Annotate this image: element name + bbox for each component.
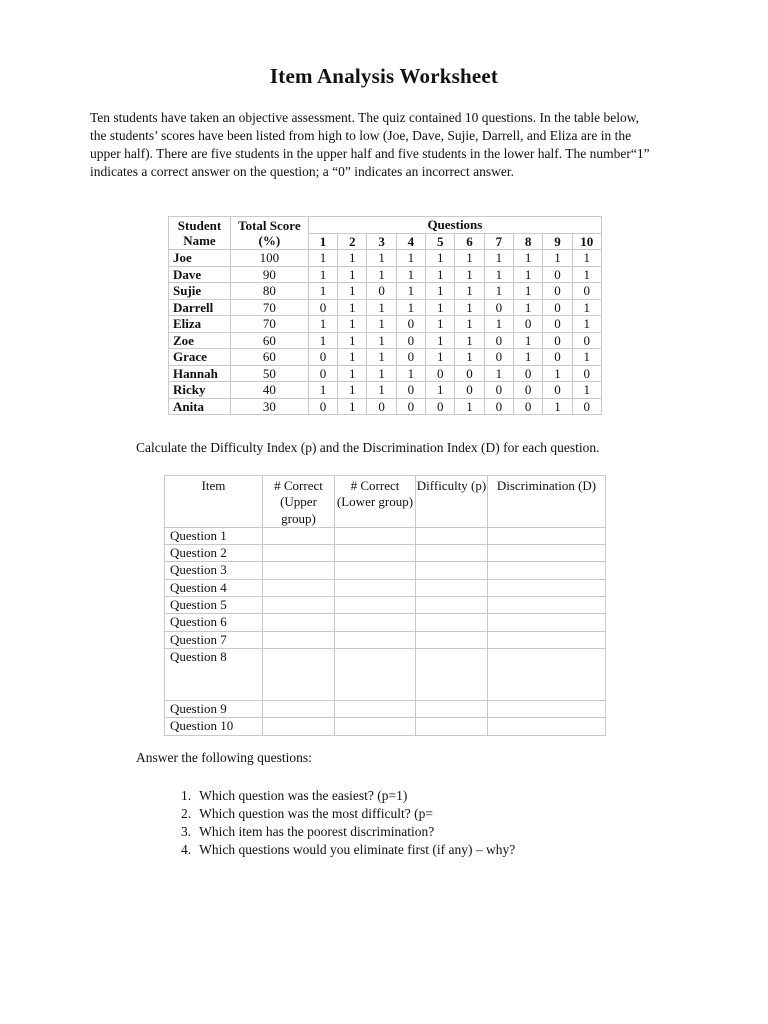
answer-cell: 1 — [396, 266, 425, 283]
answer-cell: 0 — [513, 365, 542, 382]
blank-answer-cell[interactable] — [263, 597, 335, 614]
answer-cell: 0 — [396, 316, 425, 333]
answer-cell: 1 — [308, 316, 337, 333]
student-name: Hannah — [169, 365, 231, 382]
question-text: Which question was the easiest? (p=1) — [199, 788, 408, 803]
answer-cell: 1 — [367, 266, 396, 283]
answer-cell: 1 — [455, 332, 484, 349]
question-number-header: 6 — [455, 233, 484, 250]
answer-cell: 0 — [484, 299, 513, 316]
answer-cell: 1 — [338, 349, 367, 366]
blank-answer-cell[interactable] — [335, 614, 416, 631]
answer-cell: 1 — [367, 316, 396, 333]
answer-cell: 0 — [543, 266, 572, 283]
answer-cell: 1 — [484, 266, 513, 283]
answer-cell: 0 — [455, 382, 484, 399]
question-text: Which item has the poorest discrimination? — [199, 824, 435, 839]
student-row — [169, 250, 602, 267]
answer-cell: 0 — [513, 382, 542, 399]
answer-cell: 0 — [396, 332, 425, 349]
question-number: 1. — [181, 788, 192, 803]
answer-cell: 1 — [513, 250, 542, 267]
total-score: 60 — [230, 349, 308, 366]
blank-answer-cell[interactable] — [335, 700, 416, 717]
blank-answer-cell[interactable] — [488, 648, 606, 700]
blank-answer-cell[interactable] — [263, 614, 335, 631]
blank-answer-cell[interactable] — [416, 648, 488, 700]
blank-answer-cell[interactable] — [488, 527, 606, 544]
answer-cell: 1 — [513, 283, 542, 300]
answer-cell: 1 — [455, 398, 484, 415]
calc-item-label: Question 2 — [165, 545, 263, 562]
answer-cell: 1 — [426, 266, 455, 283]
student-row — [169, 283, 602, 300]
total-score-header: Total Score (%) — [230, 217, 308, 250]
question-number-header: 2 — [338, 233, 367, 250]
answer-cell: 1 — [426, 349, 455, 366]
calc-row — [165, 614, 606, 631]
question-item — [181, 823, 515, 841]
student-row — [169, 398, 602, 415]
calc-row — [165, 527, 606, 544]
blank-answer-cell[interactable] — [488, 545, 606, 562]
calc-item-label: Question 6 — [165, 614, 263, 631]
calc-item-label: Question 3 — [165, 562, 263, 579]
answer-cell: 0 — [455, 365, 484, 382]
answer-cell: 0 — [572, 283, 601, 300]
answer-cell: 1 — [426, 283, 455, 300]
answer-cell: 1 — [426, 316, 455, 333]
answer-cell: 1 — [426, 332, 455, 349]
answer-cell: 0 — [308, 398, 337, 415]
question-list — [181, 787, 515, 859]
question-item — [181, 841, 515, 859]
blank-answer-cell[interactable] — [416, 562, 488, 579]
blank-answer-cell[interactable] — [416, 631, 488, 648]
calc-row — [165, 545, 606, 562]
answer-cell: 1 — [543, 250, 572, 267]
student-row — [169, 332, 602, 349]
blank-answer-cell[interactable] — [263, 579, 335, 596]
question-number-header: 3 — [367, 233, 396, 250]
answer-cell: 0 — [543, 283, 572, 300]
answer-cell: 1 — [367, 382, 396, 399]
answer-cell: 0 — [543, 316, 572, 333]
question-number-header: 10 — [572, 233, 601, 250]
answer-cell: 1 — [396, 299, 425, 316]
calc-item-label: Question 7 — [165, 631, 263, 648]
answer-cell: 1 — [484, 316, 513, 333]
answer-cell: 1 — [455, 316, 484, 333]
answer-cell: 1 — [426, 382, 455, 399]
intro-paragraph: Ten students have taken an objective assessment. The quiz contained 10 questions. In the table below, the students’ scores have been listed from high to low (Joe, Dave, Sujie, Darrell, and Eliza are in the upper half). There are five students in the upper half and five students in the lower half. The number“1” indicates a correct answer on the question; a “0” indicates an incorrect answer. — [90, 110, 650, 179]
calc-item-label: Question 10 — [165, 718, 263, 735]
total-score: 60 — [230, 332, 308, 349]
answer-cell: 1 — [308, 382, 337, 399]
blank-answer-cell[interactable] — [263, 562, 335, 579]
blank-answer-cell[interactable] — [416, 527, 488, 544]
answer-cell: 1 — [543, 398, 572, 415]
total-score: 50 — [230, 365, 308, 382]
answer-cell: 1 — [572, 382, 601, 399]
blank-answer-cell[interactable] — [263, 700, 335, 717]
answer-cell: 1 — [426, 250, 455, 267]
calc-row — [165, 648, 606, 700]
answer-cell: 1 — [513, 349, 542, 366]
answer-cell: 1 — [572, 266, 601, 283]
answer-cell: 1 — [543, 365, 572, 382]
blank-answer-cell[interactable] — [263, 631, 335, 648]
blank-answer-cell[interactable] — [488, 631, 606, 648]
calc-item-label: Question 5 — [165, 597, 263, 614]
answer-cell: 1 — [308, 250, 337, 267]
answer-cell: 1 — [513, 299, 542, 316]
answer-cell: 1 — [338, 316, 367, 333]
question-number-header: 8 — [513, 233, 542, 250]
question-text: Which question was the most difficult? (p= — [199, 806, 433, 821]
answer-cell: 1 — [338, 299, 367, 316]
answer-cell: 0 — [367, 283, 396, 300]
answer-cell: 0 — [572, 398, 601, 415]
answer-cell: 0 — [572, 332, 601, 349]
blank-answer-cell[interactable] — [416, 597, 488, 614]
calc-header-cell: # Correct (Lower group) — [335, 476, 416, 528]
question-number: 4. — [181, 842, 192, 857]
student-name: Ricky — [169, 382, 231, 399]
answer-cell: 1 — [455, 250, 484, 267]
blank-answer-cell[interactable] — [488, 597, 606, 614]
blank-answer-cell[interactable] — [263, 527, 335, 544]
answer-cell: 1 — [455, 299, 484, 316]
answer-cell: 1 — [455, 349, 484, 366]
blank-answer-cell[interactable] — [335, 527, 416, 544]
answer-cell: 1 — [367, 299, 396, 316]
calc-header-cell: Discrimination (D) — [488, 476, 606, 528]
answer-cell: 1 — [367, 349, 396, 366]
question-item — [181, 787, 515, 805]
answer-cell: 1 — [367, 332, 396, 349]
student-name: Dave — [169, 266, 231, 283]
answer-cell: 0 — [572, 365, 601, 382]
blank-answer-cell[interactable] — [335, 579, 416, 596]
total-score: 30 — [230, 398, 308, 415]
total-score: 80 — [230, 283, 308, 300]
answer-cell: 1 — [338, 266, 367, 283]
total-score: 70 — [230, 299, 308, 316]
blank-answer-cell[interactable] — [488, 562, 606, 579]
blank-answer-cell[interactable] — [416, 545, 488, 562]
total-score: 100 — [230, 250, 308, 267]
question-number-header: 7 — [484, 233, 513, 250]
answer-cell: 0 — [308, 349, 337, 366]
answer-cell: 1 — [484, 365, 513, 382]
calc-row — [165, 597, 606, 614]
answer-cell: 1 — [367, 250, 396, 267]
calc-header-cell: # Correct (Upper group) — [263, 476, 335, 528]
total-score: 40 — [230, 382, 308, 399]
answer-cell: 1 — [367, 365, 396, 382]
answer-cell: 1 — [396, 250, 425, 267]
calc-instruction: Calculate the Difficulty Index (p) and the Discrimination Index (D) for each question. — [136, 440, 600, 455]
question-number-header: 1 — [308, 233, 337, 250]
question-number-header: 4 — [396, 233, 425, 250]
answer-cell: 0 — [367, 398, 396, 415]
student-name-header: Student Name — [169, 217, 231, 250]
blank-answer-cell[interactable] — [335, 545, 416, 562]
blank-answer-cell[interactable] — [416, 614, 488, 631]
calc-row — [165, 700, 606, 717]
student-name: Eliza — [169, 316, 231, 333]
question-number: 3. — [181, 824, 192, 839]
answer-cell: 1 — [308, 332, 337, 349]
student-name: Anita — [169, 398, 231, 415]
item-analysis-table — [164, 475, 606, 736]
answer-cell: 1 — [572, 299, 601, 316]
answer-cell: 0 — [543, 382, 572, 399]
student-scores-table — [168, 216, 602, 415]
student-name: Joe — [169, 250, 231, 267]
blank-answer-cell[interactable] — [335, 718, 416, 735]
calc-item-label: Question 4 — [165, 579, 263, 596]
student-row — [169, 316, 602, 333]
answer-cell: 0 — [484, 382, 513, 399]
blank-answer-cell[interactable] — [335, 597, 416, 614]
answer-cell: 1 — [513, 332, 542, 349]
student-name: Grace — [169, 349, 231, 366]
total-score: 70 — [230, 316, 308, 333]
answer-cell: 1 — [484, 250, 513, 267]
blank-answer-cell[interactable] — [416, 579, 488, 596]
blank-answer-cell[interactable] — [488, 700, 606, 717]
calc-row — [165, 562, 606, 579]
blank-answer-cell[interactable] — [488, 614, 606, 631]
answer-cell: 1 — [513, 266, 542, 283]
answer-cell: 0 — [426, 398, 455, 415]
answer-cell: 0 — [308, 365, 337, 382]
blank-answer-cell[interactable] — [488, 579, 606, 596]
answer-cell: 1 — [396, 365, 425, 382]
student-name: Zoe — [169, 332, 231, 349]
question-number-header: 5 — [426, 233, 455, 250]
calc-row — [165, 631, 606, 648]
blank-answer-cell[interactable] — [488, 718, 606, 735]
blank-answer-cell[interactable] — [416, 700, 488, 717]
answer-cell: 1 — [338, 398, 367, 415]
answer-cell: 1 — [338, 332, 367, 349]
answer-cell: 0 — [484, 332, 513, 349]
answer-cell: 0 — [308, 299, 337, 316]
answer-cell: 0 — [426, 365, 455, 382]
answer-cell: 0 — [543, 332, 572, 349]
calc-header-cell: Item — [165, 476, 263, 528]
question-number: 2. — [181, 806, 192, 821]
answer-cell: 0 — [484, 349, 513, 366]
student-row — [169, 365, 602, 382]
calc-item-label: Question 1 — [165, 527, 263, 544]
answer-cell: 0 — [513, 398, 542, 415]
blank-answer-cell[interactable] — [263, 545, 335, 562]
answer-cell: 1 — [308, 283, 337, 300]
student-row — [169, 349, 602, 366]
answer-cell: 1 — [455, 283, 484, 300]
student-row — [169, 266, 602, 283]
answer-cell: 1 — [338, 365, 367, 382]
answer-cell: 0 — [484, 398, 513, 415]
student-row — [169, 382, 602, 399]
calc-row — [165, 579, 606, 596]
blank-answer-cell[interactable] — [335, 648, 416, 700]
calc-item-label: Question 8 — [165, 648, 263, 700]
answer-cell: 0 — [543, 299, 572, 316]
question-text: Which questions would you eliminate first (if any) – why? — [199, 842, 516, 857]
answer-cell: 0 — [396, 398, 425, 415]
calc-row — [165, 718, 606, 735]
question-number-header: 9 — [543, 233, 572, 250]
answer-cell: 1 — [338, 250, 367, 267]
answer-cell: 1 — [572, 250, 601, 267]
answer-cell: 1 — [455, 266, 484, 283]
questions-header: Questions — [308, 217, 601, 234]
blank-answer-cell[interactable] — [263, 648, 335, 700]
student-name: Sujie — [169, 283, 231, 300]
answer-cell: 1 — [308, 266, 337, 283]
student-row — [169, 299, 602, 316]
calc-item-label: Question 9 — [165, 700, 263, 717]
answer-cell: 1 — [396, 283, 425, 300]
blank-answer-cell[interactable] — [416, 718, 488, 735]
blank-answer-cell[interactable] — [335, 631, 416, 648]
blank-answer-cell[interactable] — [263, 718, 335, 735]
answer-cell: 1 — [426, 299, 455, 316]
answer-cell: 1 — [572, 349, 601, 366]
answer-cell: 0 — [513, 316, 542, 333]
answer-cell: 1 — [338, 283, 367, 300]
answer-cell: 1 — [484, 283, 513, 300]
answer-title: Answer the following questions: — [136, 750, 312, 765]
total-score: 90 — [230, 266, 308, 283]
student-name: Darrell — [169, 299, 231, 316]
answer-cell: 1 — [338, 382, 367, 399]
blank-answer-cell[interactable] — [335, 562, 416, 579]
answer-cell: 0 — [396, 382, 425, 399]
calc-header-cell: Difficulty (p) — [416, 476, 488, 528]
answer-cell: 0 — [396, 349, 425, 366]
page-title: Item Analysis Worksheet — [269, 64, 499, 88]
question-item — [181, 805, 515, 823]
answer-cell: 0 — [543, 349, 572, 366]
answer-cell: 1 — [572, 316, 601, 333]
